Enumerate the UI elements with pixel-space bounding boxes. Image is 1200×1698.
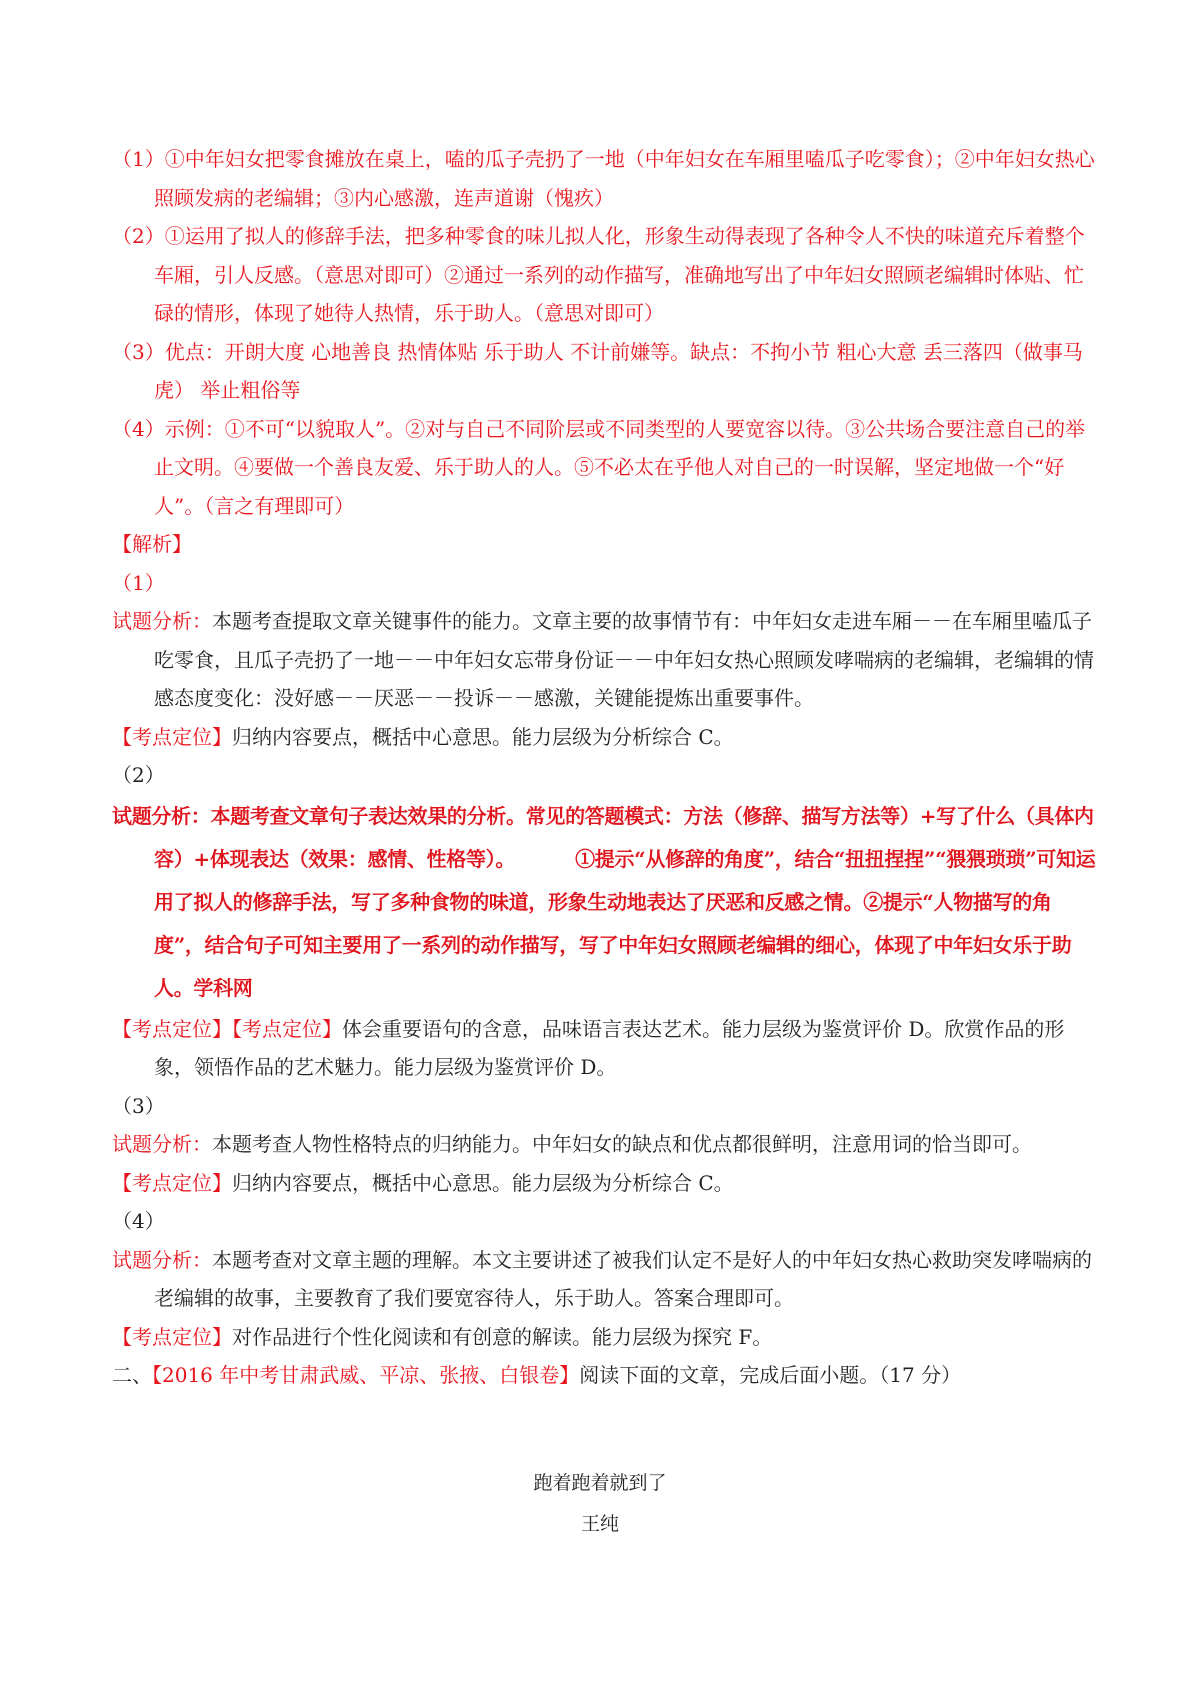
section-2-instruction: 阅读下面的文章，完成后面小题。（17 分） xyxy=(579,1363,962,1387)
q3-analysis-label: 试题分析： xyxy=(112,1132,212,1156)
q1-analysis-text: 本题考查提取文章关键事件的能力。文章主要的故事情节有：中年妇女走进车厢－－在车厢里嗑瓜子吃零食，且瓜子壳扔了一地－－中年妇女忘带身份证－－中年妇女热心照顾发哮喘病的老编辑，老编辑的情感态度变化：没好感－－厌恶－－投诉－－感激，关键能提炼出重要事件。 xyxy=(154,609,1094,710)
q4-analysis xyxy=(112,1241,1102,1318)
q4-kaodian-label: 【考点定位】 xyxy=(112,1324,232,1349)
answer-1: （1）①中年妇女把零食摊放在桌上，嗑的瓜子壳扔了一地（中年妇女在车厢里嗑瓜子吃零食）；②中年妇女热心照顾发病的老编辑；③内心感激，连声道谢（愧疚） xyxy=(112,147,1095,210)
document-content xyxy=(112,140,1102,1395)
q3-kaodian-label: 【考点定位】 xyxy=(112,1170,232,1195)
q1-analysis xyxy=(112,602,1102,718)
q4-analysis-label: 试题分析： xyxy=(112,1247,212,1272)
section-2-source: 【2016 年中考甘肃武威、平凉、张掖、白银卷】 xyxy=(152,1363,580,1387)
answer-4: （4）示例：①不可“以貌取人”。②对与自己不同阶层或不同类型的人要宽容以待。③公共场合要注意自己的举止文明。④要做一个善良友爱、乐于助人的人。⑤不必太在乎他人对自己的一时误解，坚定地做一个“好人”。（言之有理即可） xyxy=(112,416,1086,518)
q2-analysis-part-a: 试题分析：本题考查文章句子表达效果的分析。常见的答题模式：方法（修辞、描写方法等）+写了什么（具体内容）+体现表达（效果：感情、性格等）。 xyxy=(112,803,1094,871)
q3-kaodian-text: 归纳内容要点，概括中心意思。能力层级为分析综合 C。 xyxy=(232,1170,734,1195)
section-2-prefix: 二、 xyxy=(112,1363,152,1387)
q3-analysis xyxy=(112,1125,1102,1164)
q2-kaodian-text: 体会重要语句的含意，品味语言表达艺术。能力层级为鉴赏评价 D。欣赏作品的形象，领悟作品的艺术魅力。能力层级为鉴赏评价 D。 xyxy=(154,1016,1065,1079)
q4-kaodian-text: 对作品进行个性化阅读和有创意的解读。能力层级为探究 F。 xyxy=(232,1324,773,1349)
q3-number: （3） xyxy=(112,1093,165,1118)
q1-number: （1） xyxy=(112,570,165,595)
q1-kaodian-label: 【考点定位】 xyxy=(112,724,232,749)
answer-3: （3）优点：开朗大度 心地善良 热情体贴 乐于助人 不计前嫌等。缺点：不拘小节 粗心大意 丢三落四（做事马虎） 举止粗俗等 xyxy=(112,339,1083,402)
q4-kaodian xyxy=(112,1318,1102,1357)
q4-number: （4） xyxy=(112,1209,165,1233)
q2-kaodian-label: 【考点定位】【考点定位】 xyxy=(112,1016,342,1041)
analysis-heading: 【解析】 xyxy=(112,532,192,556)
q2-kaodian xyxy=(112,1010,1102,1087)
q1-analysis-label: 试题分析： xyxy=(112,609,212,633)
q2-analysis-part-b: ①提示“从修辞的角度”，结合“扭扭捏捏”“猥猥琐琐”可知运用了拟人的修辞手法，写了多种食物的味道，形象生动地表达了厌恶和反感之情。②提示“人物描写的角度”，结合句子可知主要用了一系列的动作描写，写了中年妇女照顾老编辑的细心，体现了中年妇女乐于助人。学科网 xyxy=(154,846,1096,1000)
article-title: 跑着跑着就到了 xyxy=(533,1472,667,1494)
q2-number: （2） xyxy=(112,763,165,787)
article-author: 王纯 xyxy=(580,1513,619,1535)
q2-analysis xyxy=(112,795,1102,1010)
q3-kaodian xyxy=(112,1164,1102,1203)
answer-2: （2）①运用了拟人的修辞手法，把多种零食的味儿拟人化，形象生动得表现了各种令人不快的味道充斥着整个车厢，引人反感。（意思对即可）②通过一系列的动作描写，准确地写出了中年妇女照顾老编辑时体贴、忙碌的情形，体现了她待人热情，乐于助人。（意思对即可） xyxy=(112,224,1085,325)
section-2-header xyxy=(112,1356,1102,1395)
q4-analysis-text: 本题考查对文章主题的理解。本文主要讲述了被我们认定不是好人的中年妇女热心救助突发哮喘病的老编辑的故事，主要教育了我们要宽容待人，乐于助人。答案合理即可。 xyxy=(154,1247,1092,1310)
q1-kaodian xyxy=(112,718,1102,757)
q1-kaodian-text: 归纳内容要点，概括中心意思。能力层级为分析综合 C。 xyxy=(232,724,734,749)
q3-analysis-text: 本题考查人物性格特点的归纳能力。中年妇女的缺点和优点都很鲜明，注意用词的恰当即可。 xyxy=(212,1132,1032,1156)
